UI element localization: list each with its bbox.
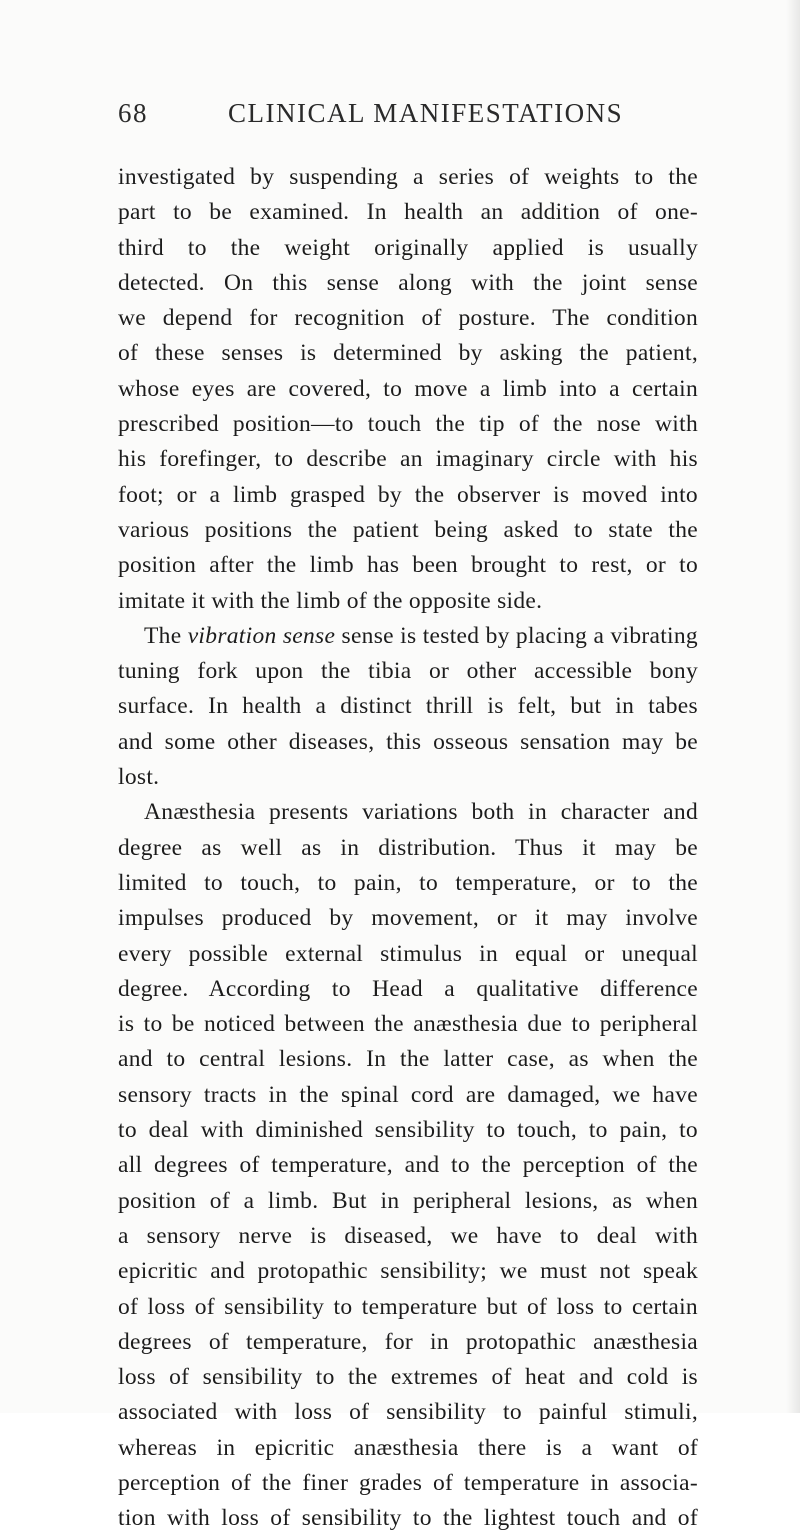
vibration-rest: sense is tested by placing a vibrating bbox=[341, 622, 698, 649]
text-line: tion with loss of sensibility to the lightest touch and of bbox=[118, 1505, 698, 1532]
text-line: degree as well as in distribution. Thus it may be bbox=[118, 834, 698, 861]
text-line: perception of the finer grades of temperature in associa- bbox=[118, 1469, 698, 1496]
text-line: loss of sensibility to the extremes of heat and cold is bbox=[118, 1364, 698, 1391]
text-line: whereas in epicritic anæsthesia there is a want of bbox=[118, 1434, 698, 1461]
text-line: Anæsthesia presents variations both in character and bbox=[144, 799, 698, 826]
text-line: imitate it with the limb of the opposite side. bbox=[118, 587, 543, 614]
text-line: to deal with diminished sensibility to touch, to pain, to bbox=[118, 1117, 698, 1144]
page-heading: CLINICAL MANIFESTATIONS bbox=[228, 98, 624, 128]
text-line: various positions the patient being asked to state the bbox=[118, 516, 698, 543]
text-line: of loss of sensibility to temperature but of loss to certain bbox=[118, 1293, 698, 1320]
text-line: tuning fork upon the tibia or other accessible bony bbox=[118, 658, 698, 685]
text-line: detected. On this sense along with the joint sense bbox=[118, 269, 698, 296]
text-line: part to be examined. In health an addition of one- bbox=[118, 199, 698, 226]
text-line: his forefinger, to describe an imaginary circle with his bbox=[118, 446, 698, 473]
text-line: degree. According to Head a qualitative difference bbox=[118, 975, 698, 1002]
vibration-prefix: The bbox=[144, 622, 182, 649]
text-line: every possible external stimulus in equal or unequal bbox=[118, 940, 698, 967]
text-line: impulses produced by movement, or it may involve bbox=[118, 905, 698, 932]
text-line: investigated by suspending a series of weights to the bbox=[118, 164, 698, 190]
text-line: a sensory nerve is diseased, we have to deal with bbox=[118, 1222, 698, 1249]
text-line: foot; or a limb grasped by the observer is moved into bbox=[118, 481, 698, 508]
text-line: and some other diseases, this osseous sensation may be bbox=[118, 728, 698, 755]
text-line: associated with loss of sensibility to painful stimuli, bbox=[118, 1399, 698, 1426]
text-line-vibration bbox=[118, 619, 698, 654]
text-line: limited to touch, to pain, to temperature, or to the bbox=[118, 869, 698, 896]
text-line: position of a limb. But in peripheral lesions, as when bbox=[118, 1187, 698, 1214]
text-line: and to central lesions. In the latter case, as when the bbox=[118, 1046, 698, 1073]
running-head bbox=[118, 98, 678, 138]
page-edge-shadow bbox=[786, 0, 800, 1413]
text-line: epicritic and protopathic sensibility; we must not speak bbox=[118, 1258, 698, 1285]
text-line: all degrees of temperature, and to the perception of the bbox=[118, 1152, 698, 1179]
page-number: 68 bbox=[118, 98, 148, 128]
text-line: position after the limb has been brought to rest, or to bbox=[118, 552, 698, 579]
body-text bbox=[118, 160, 698, 1537]
text-line: we depend for recognition of posture. The condition bbox=[118, 305, 698, 332]
text-line: lost. bbox=[118, 764, 160, 791]
text-line: whose eyes are covered, to move a limb into a certain bbox=[118, 375, 698, 402]
text-line: degrees of temperature, for in protopathic anæsthesia bbox=[118, 1328, 698, 1355]
text-line: of these senses is determined by asking the patient, bbox=[118, 340, 698, 367]
vibration-sense-term: vibration sense bbox=[187, 622, 336, 649]
text-line: surface. In health a distinct thrill is felt, but in tabes bbox=[118, 693, 698, 720]
text-line: third to the weight originally applied is usually bbox=[118, 234, 698, 261]
text-line: prescribed position—to touch the tip of the nose with bbox=[118, 411, 698, 438]
text-line: sensory tracts in the spinal cord are damaged, we have bbox=[118, 1081, 698, 1108]
text-line: is to be noticed between the anæsthesia due to peripheral bbox=[118, 1011, 698, 1038]
